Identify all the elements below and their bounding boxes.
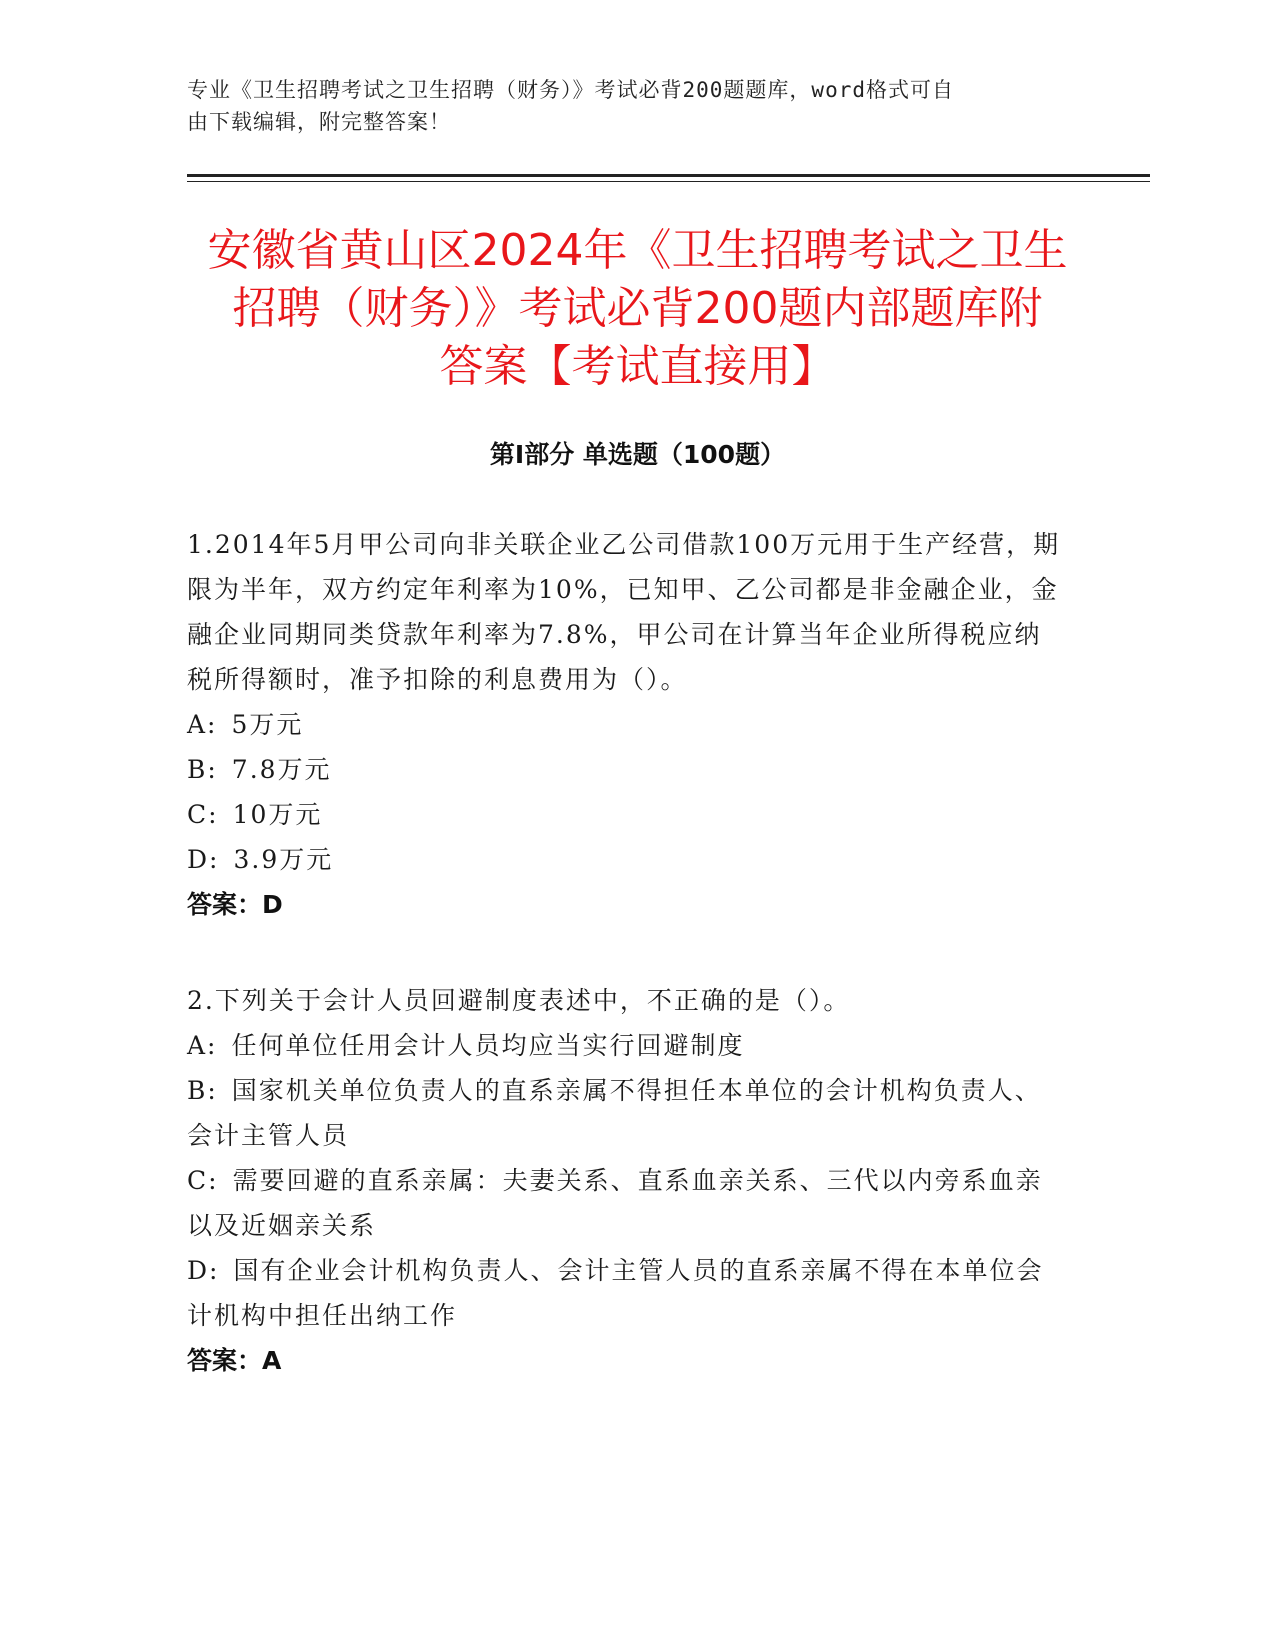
option-text: 3.9万元	[233, 845, 334, 874]
document-title	[170, 222, 1105, 396]
header-rule-thin	[187, 181, 1150, 182]
option-text: 10万元	[232, 800, 323, 829]
option-b	[187, 747, 1067, 792]
section-title: 第Ⅰ部分 单选题（100题）	[489, 440, 786, 469]
document-title-line-1: 安徽省黄山区2024年《卫生招聘考试之卫生	[207, 225, 1068, 276]
option-c	[187, 792, 1067, 837]
document-title-line-2: 招聘（财务）》考试必背200题内部题库附	[232, 283, 1043, 334]
option-a	[187, 1023, 1067, 1068]
option-text: 需要回避的直系亲属：夫妻关系、直系血亲关系、三代以内旁系血亲以及近姻亲关系	[187, 1166, 1043, 1240]
header-note-line-2: 由下载编辑，附完整答案！	[187, 110, 451, 134]
option-a	[187, 702, 1067, 747]
option-letter: C:	[187, 800, 219, 829]
question-1	[187, 522, 1067, 927]
header-rule-thick	[187, 174, 1150, 177]
option-text: 7.8万元	[231, 755, 332, 784]
option-b	[187, 1068, 1067, 1158]
answer: 答案：A	[187, 1346, 282, 1375]
question-stem: 2.下列关于会计人员回避制度表述中，不正确的是（）。	[187, 986, 851, 1015]
option-letter: A:	[187, 1031, 218, 1060]
option-text: 任何单位任用会计人员均应当实行回避制度	[231, 1031, 745, 1060]
header-note-line-1: 专业《卫生招聘考试之卫生招聘（财务）》考试必背200题题库，word格式可自	[187, 78, 954, 102]
option-letter: C:	[187, 1166, 219, 1195]
document-title-line-3: 答案【考试直接用】	[439, 341, 836, 392]
option-letter: D:	[187, 1256, 220, 1285]
option-d	[187, 1248, 1067, 1338]
option-letter: B:	[187, 755, 218, 784]
answer: 答案：D	[187, 890, 283, 919]
option-letter: D:	[187, 845, 220, 874]
option-letter: A:	[187, 710, 218, 739]
option-text: 国家机关单位负责人的直系亲属不得担任本单位的会计机构负责人、会计主管人员	[187, 1076, 1042, 1150]
option-letter: B:	[187, 1076, 218, 1105]
option-d	[187, 837, 1067, 882]
question-2	[187, 978, 1067, 1383]
option-text: 5万元	[231, 710, 304, 739]
question-stem: 1.2014年5月甲公司向非关联企业乙公司借款100万元用于生产经营，期限为半年，双方约定年利率为10%，已知甲、乙公司都是非金融企业，金融企业同期同类贷款年利率为7.8%，甲公司在计算当年企业所得税应纳税所得额时，准予扣除的利息费用为（）。	[187, 530, 1061, 694]
option-text: 国有企业会计机构负责人、会计主管人员的直系亲属不得在本单位会计机构中担任出纳工作	[187, 1256, 1044, 1330]
header-note	[187, 74, 1067, 138]
option-c	[187, 1158, 1067, 1248]
